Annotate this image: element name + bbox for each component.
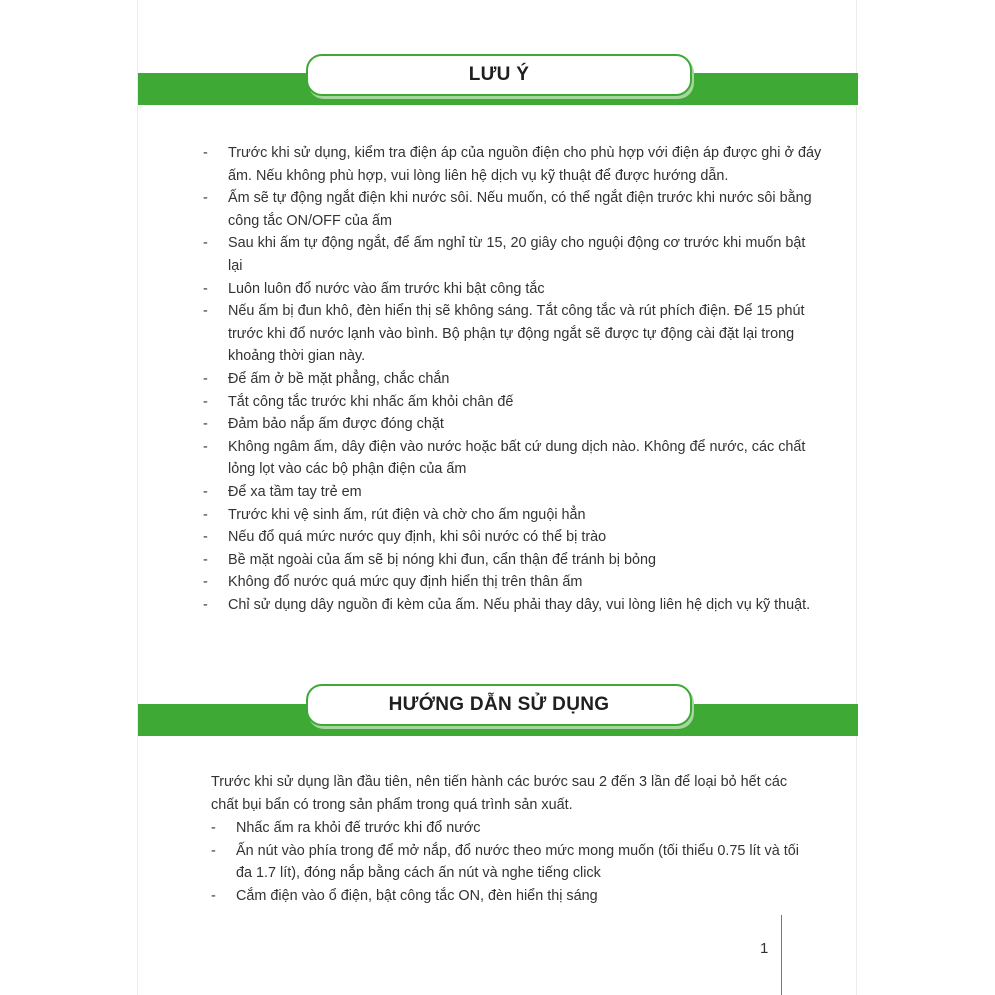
list-item: - Chỉ sử dụng dây nguồn đi kèm của ấm. Nếu phải thay dây, vui lòng liên hệ dịch vụ kỹ thuật. xyxy=(203,594,823,617)
usage-intro: Trước khi sử dụng lần đầu tiên, nên tiến hành các bước sau 2 đến 3 lần để loại bỏ hết các chất bụi bẩn có trong sản phẩm trong quá trình sản xuất. xyxy=(211,774,788,813)
manual-page xyxy=(137,0,857,995)
list-item: - Luôn luôn đổ nước vào ấm trước khi bật công tắc xyxy=(203,278,823,301)
list-item: - Để xa tầm tay trẻ em xyxy=(203,481,823,504)
usage-list xyxy=(211,817,801,907)
section-usage-header xyxy=(306,684,692,726)
section-usage-title: HƯỚNG DẪN SỬ DỤNG xyxy=(388,694,610,715)
list-item: - Bề mặt ngoài của ấm sẽ bị nóng khi đun, cẩn thận để tránh bị bỏng xyxy=(203,549,823,572)
section-note-header xyxy=(306,54,692,96)
page-divider xyxy=(781,915,782,995)
note-list xyxy=(203,142,823,616)
list-item: - Ấm sẽ tự động ngắt điện khi nước sôi. Nếu muốn, có thể ngắt điện trước khi nước sôi bằng công tắc ON/OFF của ấm xyxy=(203,187,823,232)
list-item: - Tắt công tắc trước khi nhấc ấm khỏi chân đế xyxy=(203,391,823,414)
list-item: - Ấn nút vào phía trong để mở nắp, đổ nước theo mức mong muốn (tối thiểu 0.75 lít và tối đa 1.7 lít), đóng nắp bằng cách ấn nút và nghe tiếng click xyxy=(211,840,801,885)
list-item: - Để ấm ở bề mặt phẳng, chắc chắn xyxy=(203,368,823,391)
list-item: - Nếu đổ quá mức nước quy định, khi sôi nước có thể bị trào xyxy=(203,526,823,549)
list-item: - Không ngâm ấm, dây điện vào nước hoặc bất cứ dung dịch nào. Không để nước, các chất lỏng lọt vào các bộ phận điện của ấm xyxy=(203,436,823,481)
list-item: - Trước khi vệ sinh ấm, rút điện và chờ cho ấm nguội hẳn xyxy=(203,504,823,527)
list-item: - Nếu ấm bị đun khô, đèn hiển thị sẽ không sáng. Tắt công tắc và rút phích điện. Để 15 phút trước khi đổ nước lạnh vào bình. Bộ phận tự động ngắt sẽ được tự động cài đặt lại trong khoảng thời gian này. xyxy=(203,300,823,368)
list-item: - Sau khi ấm tự động ngắt, để ấm nghỉ từ 15, 20 giây cho nguội động cơ trước khi muốn bật lại xyxy=(203,232,823,277)
section-note-title: LƯU Ý xyxy=(468,64,530,85)
page-number: 1 xyxy=(760,940,769,957)
list-item: - Trước khi sử dụng, kiểm tra điện áp của nguồn điện cho phù hợp với điện áp được ghi ở đáy ấm. Nếu không phù hợp, vui lòng liên hệ dịch vụ kỹ thuật để được hướng dẫn. xyxy=(203,142,823,187)
list-item: - Cắm điện vào ổ điện, bật công tắc ON, đèn hiển thị sáng xyxy=(211,885,801,908)
list-item: - Nhấc ấm ra khỏi đế trước khi đổ nước xyxy=(211,817,801,840)
list-item: - Không đổ nước quá mức quy định hiển thị trên thân ấm xyxy=(203,571,823,594)
list-item: - Đảm bảo nắp ấm được đóng chặt xyxy=(203,413,823,436)
